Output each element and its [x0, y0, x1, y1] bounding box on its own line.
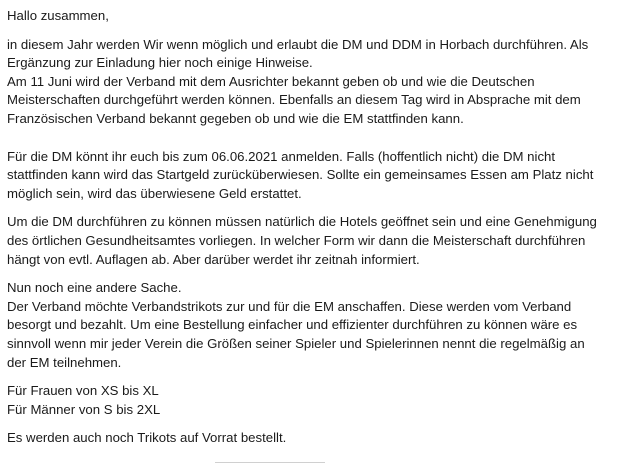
paragraph-jerseys — [7, 279, 619, 372]
text-line: Nun noch eine andere Sache. — [7, 280, 182, 296]
paragraph-spacer — [7, 203, 619, 213]
text-line: Um die DM durchführen zu können müssen natürlich die Hotels geöffnet sein und eine Genehmigung — [7, 214, 597, 230]
text-line: möglich sein, wird das überwiesene Geld erstattet. — [7, 185, 302, 201]
paragraph-requirements — [7, 213, 619, 269]
text-line: Ergänzung zur Einladung hier noch einige Hinweise. — [7, 55, 313, 71]
text-line: der EM teilnehmen. — [7, 354, 122, 370]
paragraph-registration — [7, 148, 619, 204]
text-line: Für Frauen von XS bis XL — [7, 383, 159, 399]
paragraph-stock — [7, 429, 619, 448]
document-body — [7, 7, 619, 448]
paragraph-spacer — [7, 269, 619, 279]
text-line: besorgt und bezahlt. Um eine Bestellung einfacher und effizienter durchführen zu können wäre es — [7, 317, 578, 333]
paragraph-spacer — [7, 372, 619, 382]
greeting-text: Hallo zusammen, — [7, 8, 109, 23]
text-line: Am 11 Juni wird der Verband mit dem Ausrichter bekannt geben ob und wie die Deutschen — [7, 73, 535, 89]
text-line: Für Männer von S bis 2XL — [7, 401, 161, 417]
paragraph-spacer — [7, 129, 619, 148]
text-line: Der Verband möchte Verbandstrikots zur und für die EM anschaffen. Diese werden vom Verband — [7, 298, 572, 314]
paragraph-spacer — [7, 26, 619, 36]
text-line: Für die DM könnt ihr euch bis zum 06.06.2021 anmelden. Falls (hoffentlich nicht) die DM nicht — [7, 148, 556, 164]
text-line: Es werden auch noch Trikots auf Vorrat bestellt. — [7, 430, 287, 446]
text-line: sinnvoll wenn mir jeder Verein die Größen seiner Spieler und Spielerinnen nennt die regelmäßig an — [7, 335, 585, 351]
text-line: des örtlichen Gesundheitsamtes vorliegen. In welcher Form wir dann die Meisterschaft durchführen — [7, 232, 586, 248]
paragraph-intro — [7, 36, 619, 129]
text-line: Französischen Verband bekannt gegeben ob und wie die EM stattfinden kann. — [7, 110, 464, 126]
text-line: stattfinden kann wird das Startgeld zurücküberwiesen. Sollte ein gemeinsames Essen am Platz nicht — [7, 167, 594, 183]
paragraph-sizes — [7, 382, 619, 419]
text-line: in diesem Jahr werden Wir wenn möglich und erlaubt die DM und DDM in Horbach durchführen. Als — [7, 36, 589, 52]
text-line: hängt von evtl. Auflagen ab. Aber darüber werdet ihr zeitnah informiert. — [7, 251, 420, 267]
greeting — [7, 7, 619, 26]
page-divider — [215, 462, 325, 463]
text-line: Meisterschaften durchgeführt werden können. Ebenfalls an diesem Tag wird in Absprache mit dem — [7, 92, 581, 108]
paragraph-spacer — [7, 419, 619, 429]
